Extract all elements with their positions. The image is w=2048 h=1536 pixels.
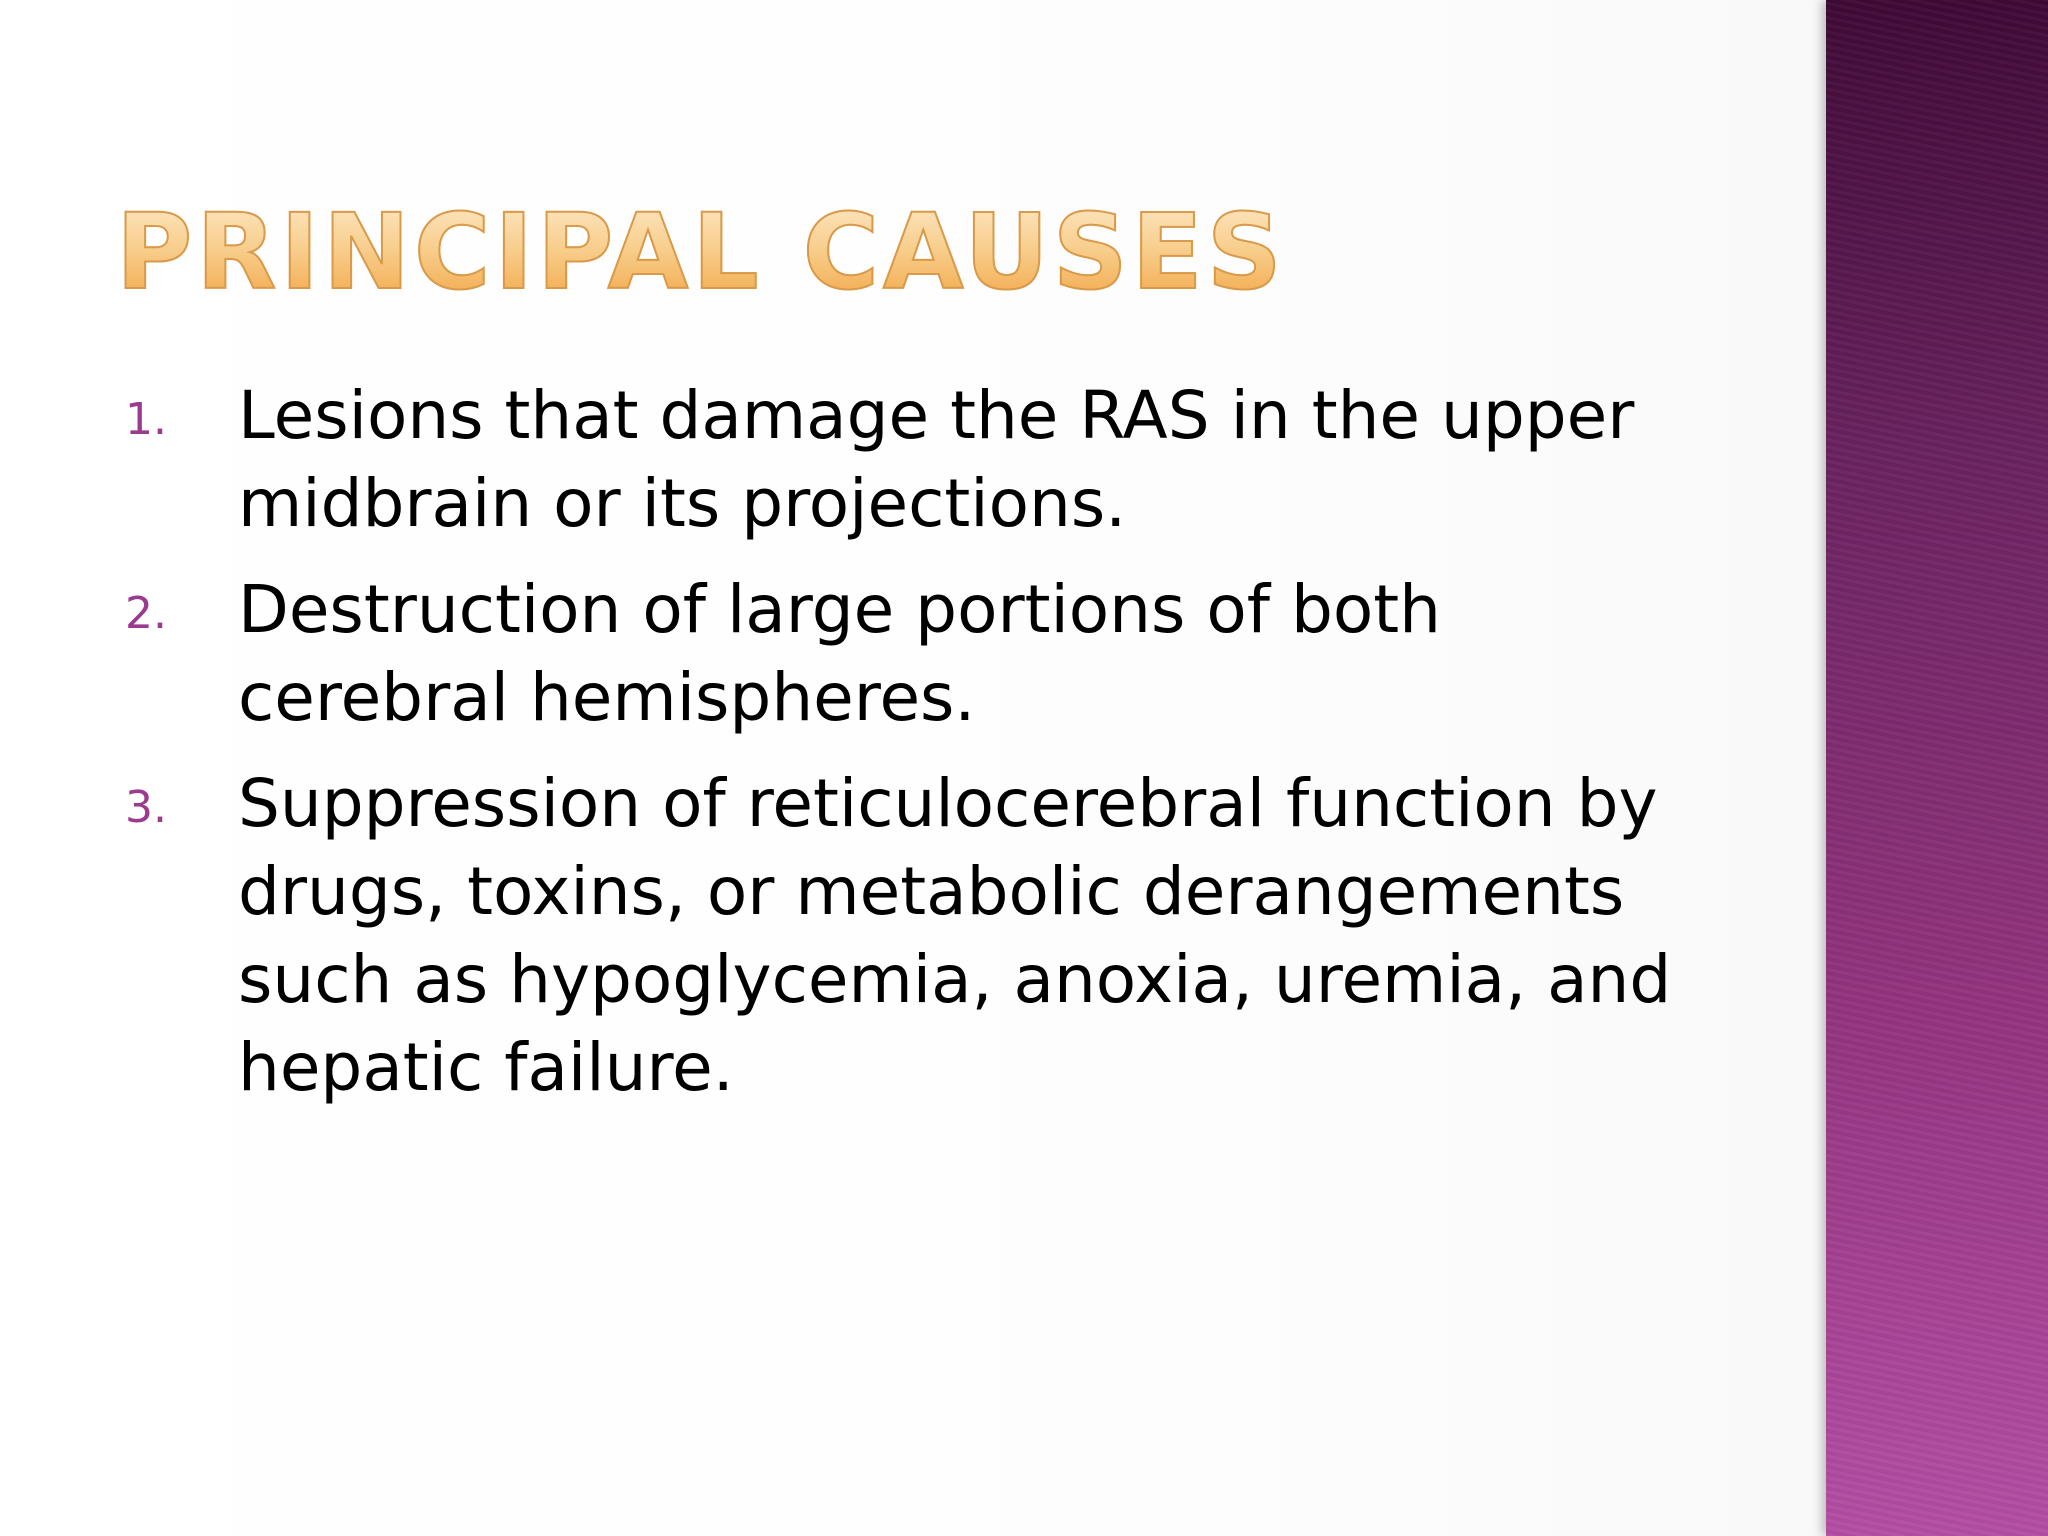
list-text: Suppression of reticulocerebral function by drugs, toxins, or metabolic derangements such as hypoglycemia, anoxia, uremia, and hepatic failure. — [238, 765, 1672, 1106]
list-number: 1. — [125, 394, 167, 445]
list-item — [0, 566, 1720, 742]
list-item — [0, 760, 1720, 1112]
list-number: 2. — [125, 588, 167, 639]
list-text: Destruction of large portions of both cerebral hemispheres. — [238, 571, 1441, 736]
list-text: Lesions that damage the RAS in the upper midbrain or its projections. — [238, 377, 1635, 542]
decorative-sidebar — [1826, 0, 2048, 1536]
causes-list — [0, 372, 1720, 1130]
list-number: 3. — [125, 782, 167, 833]
slide-title: PRINCIPAL CAUSES — [116, 191, 1286, 313]
list-item — [0, 372, 1720, 548]
